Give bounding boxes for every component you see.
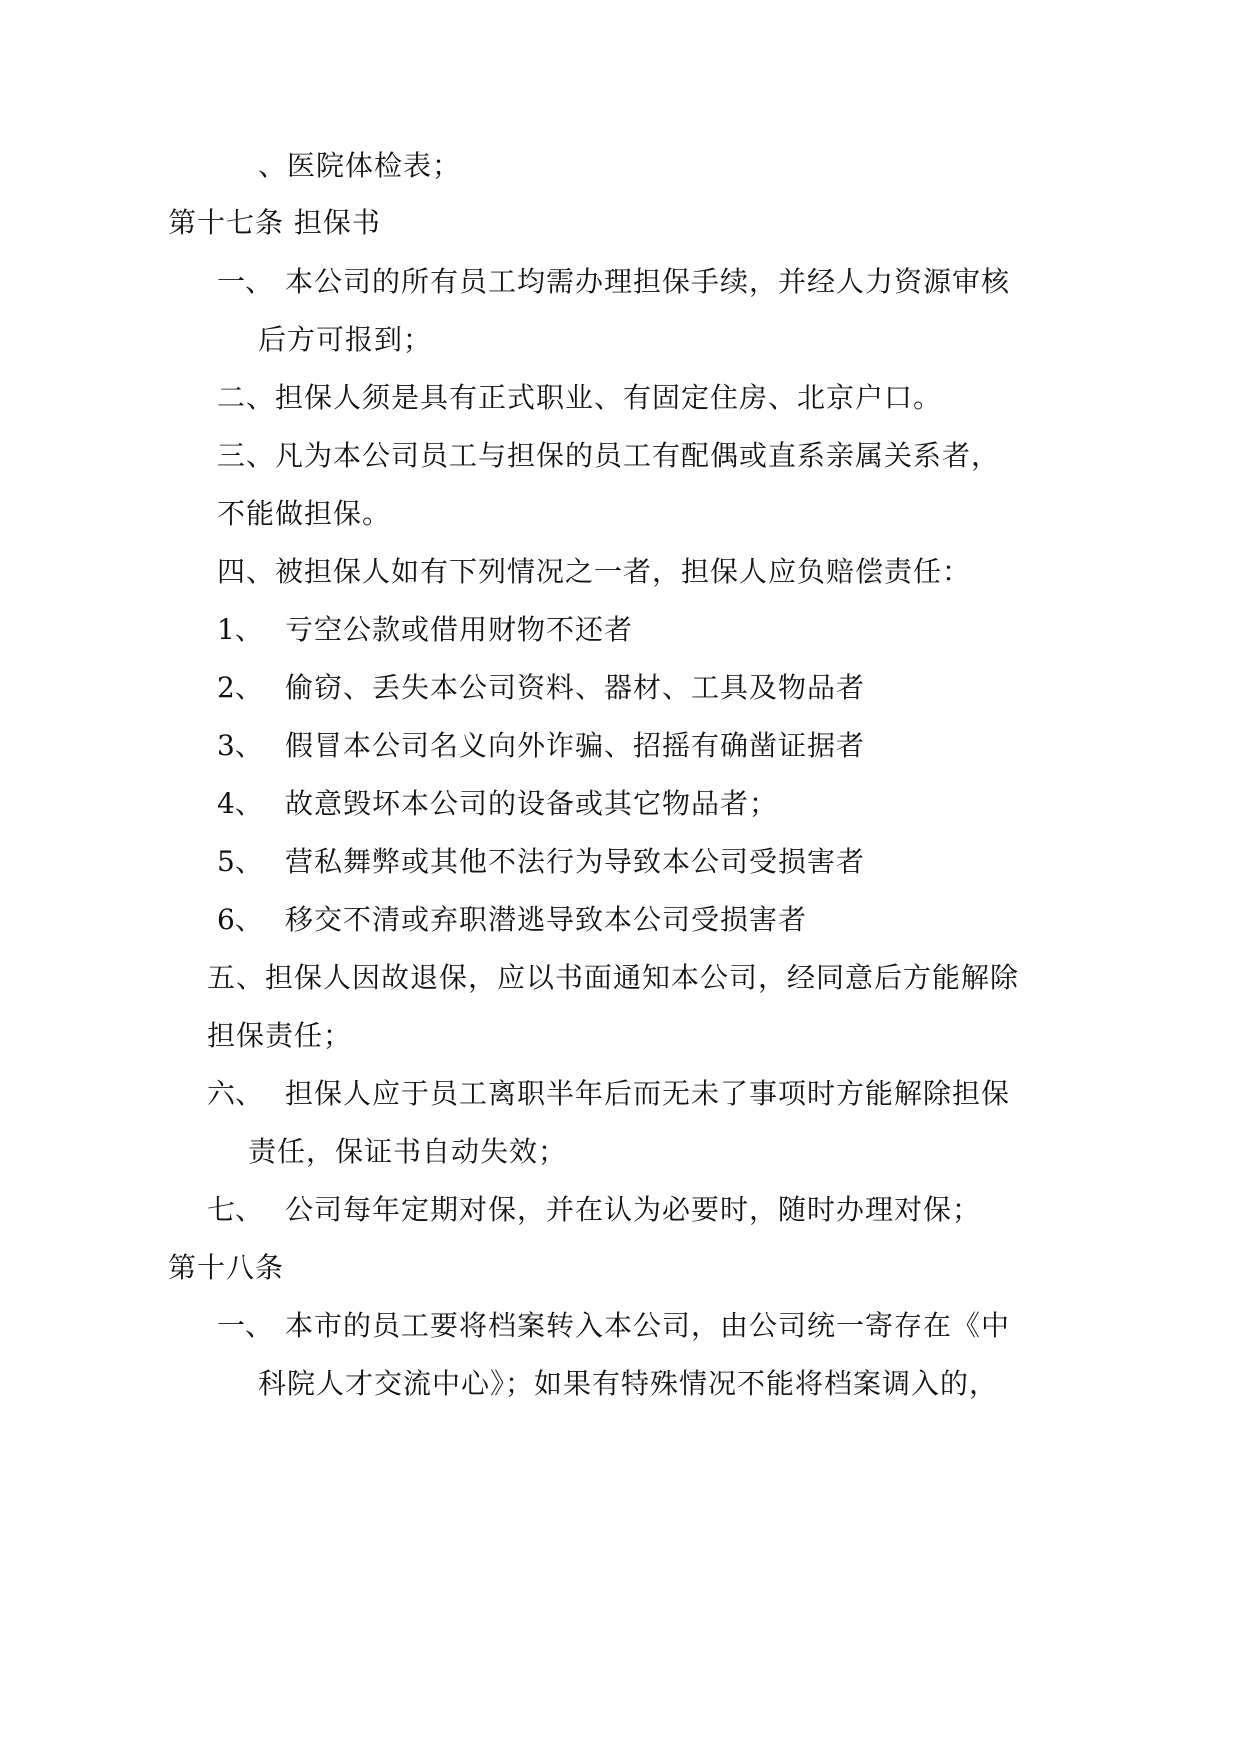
item-number: 1、 xyxy=(217,613,263,646)
item-number: 六、 xyxy=(207,1077,264,1110)
item-number: 一、 xyxy=(217,265,274,298)
list-item: 故意毁坏本公司的设备或其它物品者； xyxy=(285,787,779,820)
item-number: 3、 xyxy=(217,729,263,762)
text-line: 担保责任； xyxy=(207,1019,353,1052)
text-line: 科院人才交流中心》；如果有特殊情况不能将档案调入的， xyxy=(258,1367,999,1400)
list-item: 假冒本公司名义向外诈骗、招摇有确凿证据者 xyxy=(285,729,866,762)
text-line: 后方可报到； xyxy=(258,323,433,356)
text-line: 二、担保人须是具有正式职业、有固定住房、北京户口。 xyxy=(217,381,943,414)
list-item: 亏空公款或借用财物不还者 xyxy=(285,613,634,646)
item-number: 4、 xyxy=(217,787,263,820)
text-line: 本市的员工要将档案转入本公司，由公司统一寄存在《中 xyxy=(285,1309,1011,1342)
item-number: 一、 xyxy=(217,1309,274,1342)
text-line: 不能做担保。 xyxy=(217,497,392,530)
list-item: 营私舞弊或其他不法行为导致本公司受损害者 xyxy=(285,845,866,878)
text-line: 担保人应于员工离职半年后而无未了事项时方能解除担保 xyxy=(285,1077,1011,1110)
item-number: 七、 xyxy=(207,1193,264,1226)
list-item: 移交不清或弃职潜逃导致本公司受损害者 xyxy=(285,903,808,936)
text-line: 本公司的所有员工均需办理担保手续，并经人力资源审核 xyxy=(285,265,1011,298)
article-17-heading: 第十七条 担保书 xyxy=(168,206,381,239)
text-line: 公司每年定期对保，并在认为必要时，随时办理对保； xyxy=(285,1193,982,1226)
text-line: 五、担保人因故退保，应以书面通知本公司，经同意后方能解除 xyxy=(207,961,1020,994)
item-number: 2、 xyxy=(217,671,263,704)
text-line: 三、凡为本公司员工与担保的员工有配偶或直系亲属关系者， xyxy=(217,439,1001,472)
item-number: 5、 xyxy=(217,845,263,878)
text-line: 四、被担保人如有下列情况之一者，担保人应负赔偿责任： xyxy=(217,555,972,588)
article-18-heading: 第十八条 xyxy=(168,1251,285,1284)
text-line: 、医院体检表； xyxy=(258,149,462,182)
text-line: 责任，保证书自动失效； xyxy=(248,1135,568,1168)
list-item: 偷窃、丢失本公司资料、器材、工具及物品者 xyxy=(285,671,866,704)
item-number: 6、 xyxy=(217,903,263,936)
